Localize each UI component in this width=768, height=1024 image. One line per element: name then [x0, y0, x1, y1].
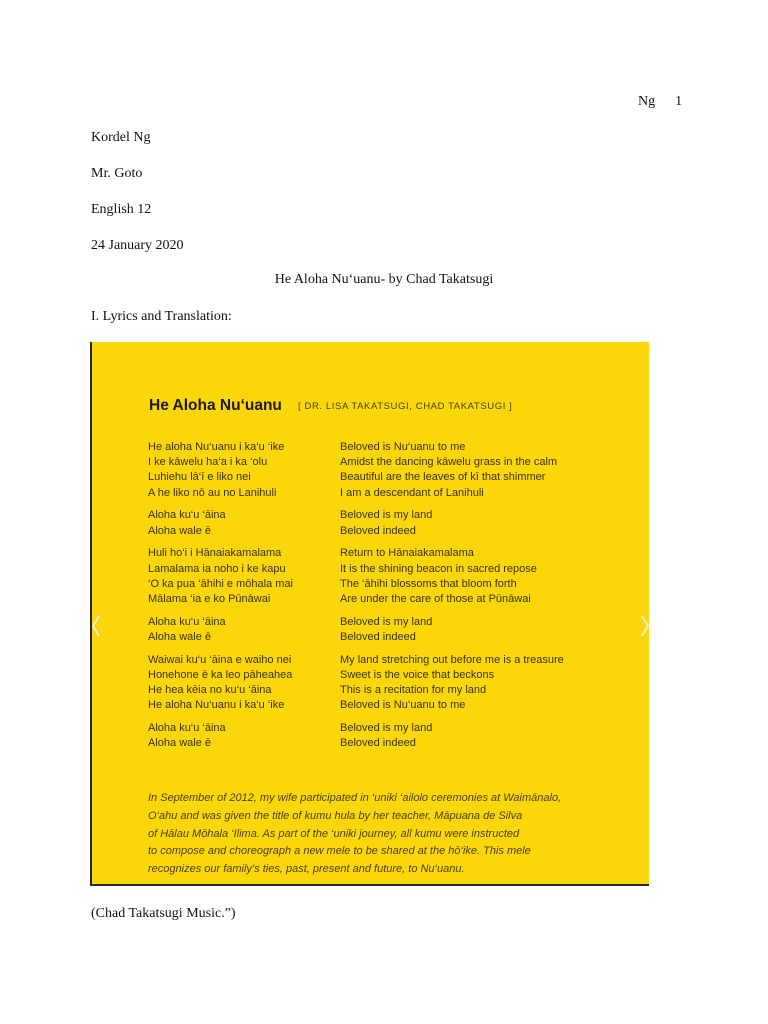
- hawaiian-line: Luhiehu lā‘ī e liko nei: [148, 471, 251, 484]
- header-surname: Ng: [638, 94, 656, 109]
- song-authors: [ DR. LISA TAKATSUGI, CHAD TAKATSUGI ]: [298, 401, 513, 412]
- english-line: Beloved indeed: [340, 737, 416, 750]
- english-line: Beloved is my land: [340, 615, 433, 628]
- author-name: Kordel Ng: [91, 130, 151, 145]
- hawaiian-line: He hea kēia no ku‘u ‘āina: [148, 684, 272, 697]
- hawaiian-stanza: [148, 615, 293, 645]
- hawaiian-line: Aloha ku‘u ‘āina: [148, 615, 226, 628]
- english-line: Beautiful are the leaves of kī that shimmer: [340, 471, 546, 484]
- english-translation: [340, 440, 564, 759]
- running-header: [638, 94, 682, 110]
- english-line: Beloved is Nu‘uanu to me: [340, 441, 466, 453]
- english-line: Are under the care of those at Pūnāwai: [340, 593, 531, 606]
- document-date: 24 January 2020: [91, 238, 184, 253]
- hawaiian-stanza: [148, 546, 293, 607]
- english-stanza: [340, 721, 564, 751]
- hawaiian-line: He aloha Nu‘uanu i ka‘u ‘ike: [148, 441, 285, 453]
- chevron-left-icon[interactable]: [92, 614, 100, 638]
- hawaiian-line: Aloha wale ē: [148, 737, 211, 750]
- hawaiian-line: Huli ho‘i i Hānaiakamalama: [148, 547, 282, 560]
- english-line: Amidst the dancing kāwelu grass in the calm: [340, 456, 558, 469]
- hawaiian-line: Lamalama ia noho i ke kapu: [148, 562, 286, 575]
- hawaiian-line: Aloha wale ē: [148, 524, 211, 537]
- story-line: In September of 2012, my wife participated in ‘uniki ‘ailolo ceremonies at Waimānalo,: [148, 792, 562, 804]
- hawaiian-line: I ke kāwelu ha‘a i ka ‘olu: [148, 456, 268, 469]
- story-line: O‘ahu and was given the title of kumu hula by her teacher, Māpuana de Silva: [148, 809, 523, 822]
- english-line: The ‘āhihi blossoms that bloom forth: [340, 577, 517, 590]
- citation: (Chad Takatsugi Music.”): [91, 906, 236, 921]
- hawaiian-stanza: [148, 653, 293, 714]
- lyrics-figure: [90, 342, 649, 886]
- hawaiian-line: ‘O ka pua ‘āhihi e mōhala mai: [148, 577, 293, 590]
- hawaiian-line: Aloha ku‘u ‘āina: [148, 722, 226, 735]
- hawaiian-line: Mālama ‘ia e ko Pūnāwai: [148, 593, 271, 606]
- page-number: 1: [675, 94, 683, 109]
- document-title: He Aloha Nu‘uanu- by Chad Takatsugi: [274, 272, 494, 287]
- english-line: Beloved indeed: [340, 631, 416, 644]
- english-stanza: [340, 440, 564, 501]
- story-line: to compose and choreograph a new mele to be shared at the hō‘ike. This mele: [148, 845, 531, 858]
- hawaiian-line: He aloha Nu‘uanu i ka‘u ‘ike: [148, 699, 285, 712]
- story-line: recognizes our family’s ties, past, present and future, to Nu‘uanu.: [148, 863, 465, 876]
- english-line: Beloved is my land: [340, 509, 433, 522]
- teacher-name: Mr. Goto: [91, 166, 143, 181]
- english-line: My land stretching out before me is a treasure: [340, 653, 564, 666]
- hawaiian-line: Aloha wale ē: [148, 631, 211, 644]
- english-line: Beloved indeed: [340, 524, 416, 537]
- english-line: Return to Hānaiakamalama: [340, 547, 474, 560]
- english-stanza: [340, 508, 564, 538]
- hawaiian-line: Aloha ku‘u ‘āina: [148, 509, 226, 522]
- english-line: This is a recitation for my land: [340, 684, 487, 697]
- english-stanza: [340, 615, 564, 645]
- hawaiian-lyrics: [148, 440, 293, 759]
- english-line: I am a descendant of Lanihuli: [340, 486, 484, 499]
- hawaiian-line: Honehone ē ka leo pāheahea: [148, 669, 293, 682]
- english-line: Beloved is Nu‘uanu to me: [340, 699, 466, 712]
- english-line: Sweet is the voice that beckons: [340, 669, 495, 682]
- song-title: He Aloha Nu‘uanu: [149, 397, 282, 414]
- song-story: [148, 790, 561, 879]
- section-heading: I. Lyrics and Translation:: [91, 309, 232, 324]
- english-stanza: [340, 653, 564, 714]
- english-line: Beloved is my land: [340, 722, 433, 735]
- english-line: It is the shining beacon in sacred repose: [340, 562, 537, 575]
- hawaiian-stanza: [148, 721, 293, 751]
- hawaiian-line: Waiwai ku‘u ‘āina e waiho nei: [148, 653, 292, 666]
- hawaiian-stanza: [148, 508, 293, 538]
- hawaiian-stanza: [148, 440, 293, 501]
- course-name: English 12: [91, 202, 152, 217]
- hawaiian-line: A he liko nō au no Lanihuli: [148, 486, 277, 499]
- chevron-right-icon[interactable]: [641, 614, 649, 638]
- english-stanza: [340, 546, 564, 607]
- story-line: of Hālau Mōhala ‘Ilima. As part of the ‘uniki journey, all kumu were instructed: [148, 827, 520, 840]
